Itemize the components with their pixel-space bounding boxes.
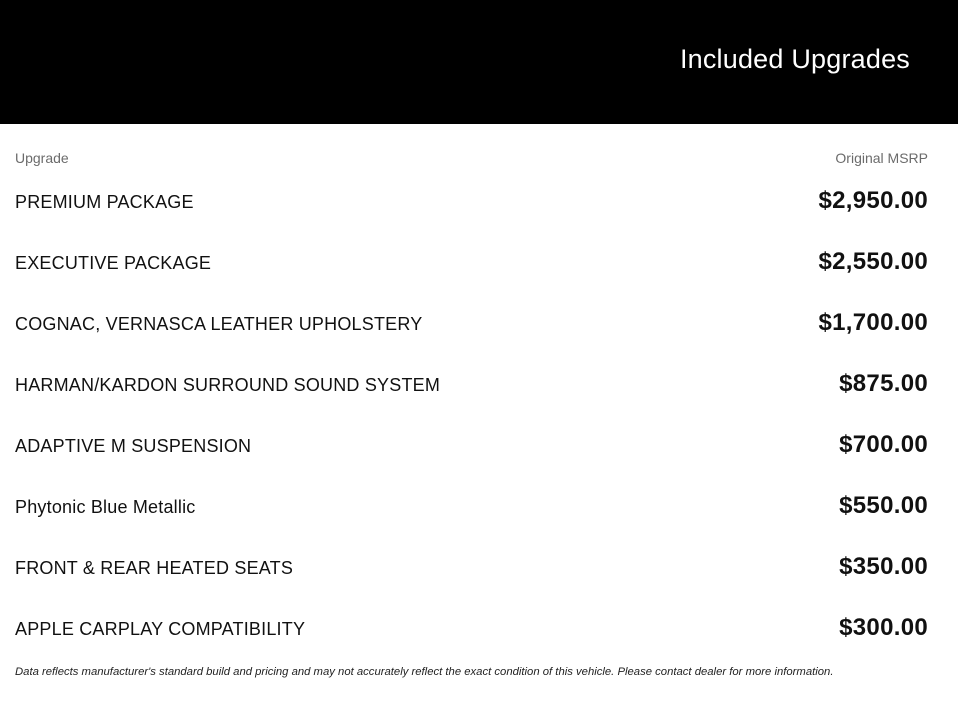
column-header-msrp: Original MSRP — [835, 150, 928, 166]
upgrade-price: $2,550.00 — [818, 248, 928, 275]
upgrade-name: APPLE CARPLAY COMPATIBILITY — [15, 619, 306, 639]
upgrade-price: $700.00 — [839, 431, 928, 458]
list-item — [15, 234, 928, 295]
column-headers — [15, 150, 928, 170]
upgrade-price: $875.00 — [839, 370, 928, 397]
header-bar — [0, 0, 958, 124]
upgrade-price: $1,700.00 — [818, 309, 928, 336]
list-item — [15, 417, 928, 478]
upgrade-name: FRONT & REAR HEATED SEATS — [15, 558, 294, 578]
upgrades-list — [15, 173, 928, 661]
upgrade-name: ADAPTIVE M SUSPENSION — [15, 436, 252, 456]
disclaimer-text: Data reflects manufacturer's standard build and pricing and may not accurately reflect the exact condition of this vehicle. Please contact dealer for more information. — [15, 666, 834, 678]
upgrade-name: Phytonic Blue Metallic — [15, 497, 196, 517]
list-item — [15, 295, 928, 356]
upgrade-name: PREMIUM PACKAGE — [15, 192, 194, 212]
upgrade-name: EXECUTIVE PACKAGE — [15, 253, 212, 273]
list-item — [15, 173, 928, 234]
upgrade-name: COGNAC, VERNASCA LEATHER UPHOLSTERY — [15, 314, 423, 334]
list-item — [15, 539, 928, 600]
upgrade-name: HARMAN/KARDON SURROUND SOUND SYSTEM — [15, 375, 441, 395]
column-header-upgrade: Upgrade — [15, 150, 69, 166]
upgrade-price: $550.00 — [839, 492, 928, 519]
upgrade-price: $2,950.00 — [818, 187, 928, 214]
page-title: Included Upgrades — [679, 44, 910, 74]
upgrade-price: $350.00 — [839, 553, 928, 580]
list-item — [15, 478, 928, 539]
list-item — [15, 600, 928, 661]
list-item — [15, 356, 928, 417]
upgrade-price: $300.00 — [839, 614, 928, 641]
